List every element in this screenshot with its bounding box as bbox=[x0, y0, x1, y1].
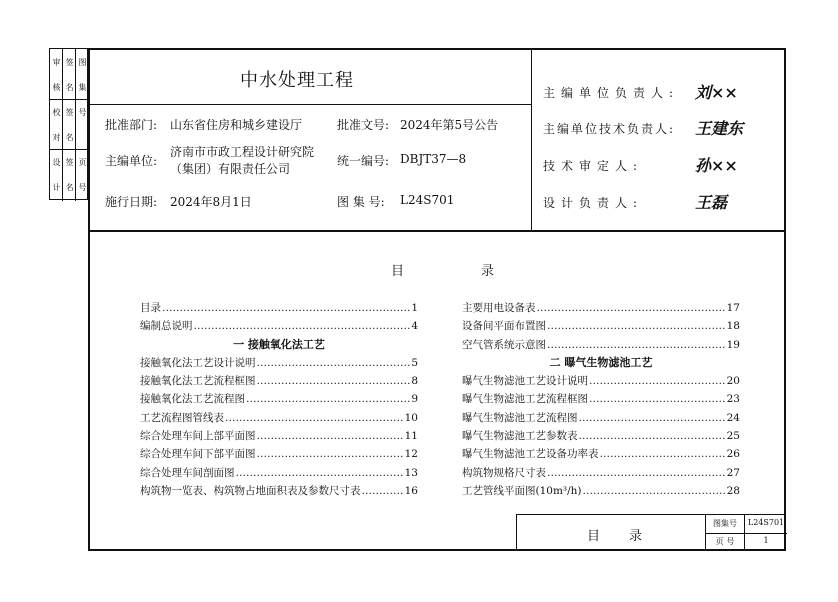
toc-entry[interactable] bbox=[462, 372, 740, 390]
toc-entry[interactable] bbox=[140, 317, 418, 335]
title-block-atlas-value: L24S701 bbox=[747, 518, 785, 527]
toc-entry-page: 23 bbox=[726, 393, 740, 406]
side-strip-col2-4: 签 bbox=[65, 158, 74, 166]
toc-entry[interactable] bbox=[462, 445, 740, 463]
responsible-role-2: 技术审定人: bbox=[543, 159, 644, 173]
approval-dept-label: 批准部门: bbox=[105, 118, 158, 132]
side-strip-col3-1: 集 bbox=[78, 83, 87, 91]
toc-entry-page: 16 bbox=[404, 484, 418, 497]
toc-entry[interactable] bbox=[140, 445, 418, 463]
toc-entry-title: 曝气生物滤池工艺参数表 bbox=[462, 430, 578, 443]
title-block-atlas-label: 图集号 bbox=[713, 519, 737, 528]
responsible-role-3: 设计负责人: bbox=[543, 196, 644, 210]
side-strip-col1-0: 审 bbox=[52, 58, 61, 66]
title-block-page-label: 页 号 bbox=[715, 537, 735, 546]
toc-leader-dots bbox=[257, 445, 404, 463]
editor-unit-label: 主编单位: bbox=[105, 154, 158, 168]
toc-entry[interactable] bbox=[140, 299, 418, 317]
toc-entry-page: 10 bbox=[404, 411, 418, 424]
toc-leader-dots bbox=[257, 354, 411, 372]
toc-entry-page: 19 bbox=[726, 338, 740, 351]
side-strip-col3-2: 号 bbox=[78, 108, 87, 116]
toc-leader-dots bbox=[589, 390, 726, 408]
toc-entry-title: 曝气生物滤池工艺流程框图 bbox=[462, 393, 588, 406]
toc-entry-page: 25 bbox=[726, 430, 740, 443]
toc-entry-title: 曝气生物滤池工艺设备功率表 bbox=[462, 448, 599, 461]
editor-unit-value-line1: 济南市市政工程设计研究院 bbox=[170, 145, 315, 159]
atlas-no-value: L24S701 bbox=[400, 193, 455, 207]
toc-left-column bbox=[140, 299, 418, 500]
side-strip-col3-5: 号 bbox=[78, 183, 87, 191]
approval-doc-value: 2024年第5号公告 bbox=[400, 118, 499, 132]
responsible-role-0: 主编单位负责人: bbox=[543, 86, 680, 100]
side-strip-col2-2: 签 bbox=[65, 108, 74, 116]
editor-unit-value-line2: （集团）有限责任公司 bbox=[170, 162, 291, 176]
toc-entry-title: 构筑物一览表、构筑物占地面积表及参数尺寸表 bbox=[140, 484, 361, 497]
toc-heading-left: 目 bbox=[391, 264, 405, 279]
toc-entry[interactable] bbox=[462, 336, 740, 354]
toc-leader-dots bbox=[579, 409, 726, 427]
toc-entry-title: 综合处理车间下部平面图 bbox=[140, 448, 256, 461]
toc-entry-title: 接触氧化法工艺流程图 bbox=[140, 393, 245, 406]
toc-entry[interactable] bbox=[140, 354, 418, 372]
unified-no-label: 统一编号: bbox=[337, 154, 390, 168]
toc-entry-page: 26 bbox=[726, 448, 740, 461]
toc-entry-page: 5 bbox=[411, 356, 418, 369]
toc-entry-title: 设备间平面布置图 bbox=[462, 320, 546, 333]
side-strip-col1-2: 校 bbox=[52, 108, 61, 116]
toc-leader-dots bbox=[547, 317, 726, 335]
toc-leader-dots bbox=[537, 299, 726, 317]
toc-entry-title: 主要用电设备表 bbox=[462, 302, 536, 314]
toc-leader-dots bbox=[257, 372, 411, 390]
side-strip-col2-1: 名 bbox=[65, 83, 74, 91]
toc-heading-right: 录 bbox=[481, 264, 495, 279]
side-strip-col1-4: 设 bbox=[52, 158, 61, 166]
effective-date-value: 2024年8月1日 bbox=[170, 195, 252, 209]
toc-entry[interactable] bbox=[140, 372, 418, 390]
effective-date-label: 施行日期: bbox=[105, 195, 158, 209]
toc-entry-page: 8 bbox=[411, 375, 418, 388]
toc-entry-title: 工艺流程图管线表 bbox=[140, 411, 224, 424]
toc-entry-title: 工艺管线平面图(10m³/h) bbox=[462, 484, 582, 497]
side-strip-col2-0: 签 bbox=[65, 58, 74, 66]
toc-entry[interactable] bbox=[462, 390, 740, 408]
toc-leader-dots bbox=[547, 464, 726, 482]
toc-entry-title: 接触氧化法工艺流程框图 bbox=[140, 375, 256, 388]
toc-entry-page: 20 bbox=[726, 375, 740, 388]
toc-entry[interactable] bbox=[462, 299, 740, 317]
toc-entry[interactable] bbox=[462, 409, 740, 427]
toc-entry-page: 12 bbox=[404, 448, 418, 461]
toc-entry-title: 构筑物规格尺寸表 bbox=[462, 466, 546, 479]
toc-entry[interactable] bbox=[140, 409, 418, 427]
title-block-name-right: 录 bbox=[629, 529, 643, 544]
toc-right-column bbox=[462, 299, 740, 500]
toc-entry-title: 综合处理车间上部平面图 bbox=[140, 430, 256, 443]
toc-entry-page: 9 bbox=[411, 393, 418, 406]
toc-entry[interactable] bbox=[140, 464, 418, 482]
toc-leader-dots bbox=[162, 299, 410, 317]
toc-leader-dots bbox=[547, 336, 726, 354]
atlas-no-label: 图 集 号: bbox=[337, 195, 385, 209]
toc-entry-title: 编制总说明 bbox=[140, 320, 193, 333]
title-block bbox=[516, 514, 786, 551]
side-strip-col1-3: 对 bbox=[52, 133, 61, 141]
approval-doc-label: 批准文号: bbox=[337, 118, 390, 132]
toc-section-heading: 二 曝气生物滤池工艺 bbox=[549, 355, 653, 369]
toc-leader-dots bbox=[246, 390, 410, 408]
toc-leader-dots bbox=[362, 482, 404, 500]
title-block-name-left: 目 bbox=[587, 529, 601, 544]
side-strip-col1-5: 计 bbox=[52, 183, 61, 191]
toc-leader-dots bbox=[583, 482, 726, 500]
toc-leader-dots bbox=[579, 427, 726, 445]
side-strip-col2-3: 名 bbox=[65, 133, 74, 141]
toc-entry-page: 28 bbox=[726, 484, 740, 497]
side-signature-strip bbox=[49, 48, 88, 200]
responsible-signature-3: 王磊 bbox=[695, 193, 728, 212]
toc-entry[interactable] bbox=[140, 390, 418, 408]
toc-entry[interactable] bbox=[462, 427, 740, 445]
unified-no-value: DBJT37—8 bbox=[400, 152, 467, 166]
toc-section-heading: 一 接触氧化法工艺 bbox=[233, 337, 325, 351]
toc-entry-page: 17 bbox=[726, 302, 740, 314]
side-strip-col1-1: 核 bbox=[52, 83, 61, 91]
side-strip-col3-4: 页 bbox=[78, 158, 87, 166]
responsible-signature-2: 孙×× bbox=[695, 156, 738, 175]
toc-leader-dots bbox=[589, 372, 726, 390]
toc-entry-page: 1 bbox=[411, 302, 418, 314]
toc-entry-title: 曝气生物滤池工艺流程图 bbox=[462, 411, 578, 424]
toc-entry-title: 目录 bbox=[140, 302, 161, 314]
toc-entry[interactable] bbox=[462, 482, 740, 500]
page-title: 中水处理工程 bbox=[240, 70, 354, 91]
toc-entry-page: 24 bbox=[726, 411, 740, 424]
approval-dept-value: 山东省住房和城乡建设厅 bbox=[170, 118, 303, 132]
toc-entry-title: 空气管系统示意图 bbox=[462, 338, 546, 351]
toc-leader-dots bbox=[236, 464, 404, 482]
responsible-role-1: 主编单位技术负责人: bbox=[543, 122, 676, 136]
responsible-signature-0: 刘×× bbox=[695, 83, 738, 102]
side-strip-col2-5: 名 bbox=[65, 183, 74, 191]
responsible-signature-1: 王建东 bbox=[695, 119, 744, 138]
toc-entry[interactable] bbox=[140, 482, 418, 500]
side-strip-col3-0: 图 bbox=[78, 58, 87, 66]
toc-entry-title: 综合处理车间剖面图 bbox=[140, 466, 235, 479]
toc-entry-page: 27 bbox=[726, 466, 740, 479]
toc-entry-page: 11 bbox=[404, 430, 418, 443]
toc-entry-page: 18 bbox=[726, 320, 740, 333]
toc-entry-title: 接触氧化法工艺设计说明 bbox=[140, 356, 256, 369]
title-block-page-value: 1 bbox=[763, 536, 769, 545]
toc-entry[interactable] bbox=[462, 317, 740, 335]
toc-entry[interactable] bbox=[462, 464, 740, 482]
toc-leader-dots bbox=[257, 427, 404, 445]
toc-entry-title: 曝气生物滤池工艺设计说明 bbox=[462, 375, 588, 388]
toc-leader-dots bbox=[194, 317, 411, 335]
toc-leader-dots bbox=[225, 409, 404, 427]
toc-entry[interactable] bbox=[140, 427, 418, 445]
toc-entry-page: 4 bbox=[411, 320, 418, 333]
toc-leader-dots bbox=[600, 445, 726, 463]
toc-entry-page: 13 bbox=[404, 466, 418, 479]
